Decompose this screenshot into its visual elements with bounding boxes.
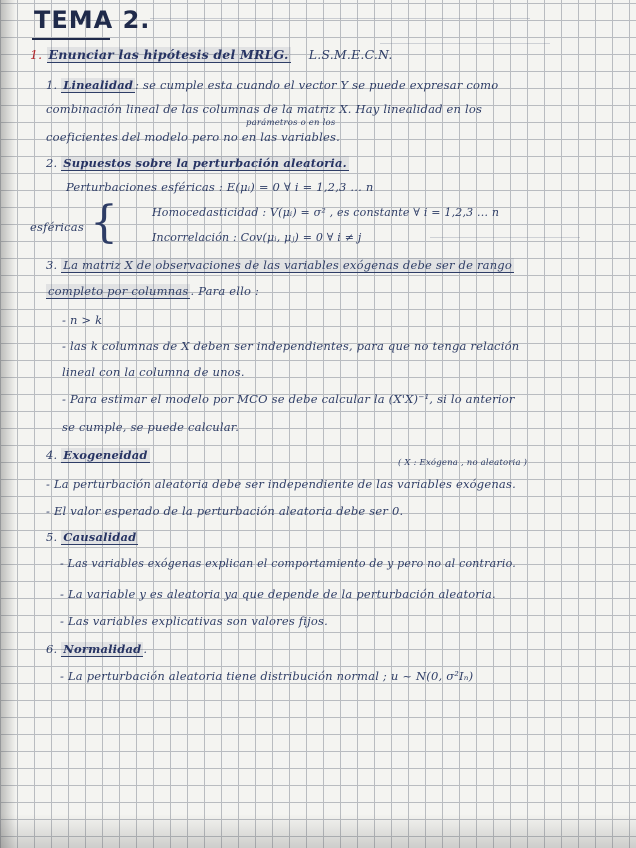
exogeneidad-note: ( X : Exógena , no aleatoria )	[398, 458, 528, 468]
causalidad-number: 5.	[46, 530, 58, 544]
esfericas-label: esféricas	[30, 220, 84, 234]
section-1-heading	[30, 47, 393, 62]
supuestos-line-2: Homocedasticidad : V(μᵢ) = σ² , es constante ∀ i = 1,2,3 ... n	[152, 206, 500, 219]
matriz-item-2: - las k columnas de X deben ser independientes, para que no tenga relación	[62, 339, 520, 353]
matriz-line-2	[46, 284, 259, 298]
linealidad-text-1: : se cumple esta cuando el vector Y se puede expresar como	[135, 78, 499, 92]
supuestos-number: 2.	[46, 156, 58, 170]
exogeneidad-heading	[46, 448, 150, 462]
section-1-number: 1.	[30, 47, 43, 62]
linealidad-line-1	[46, 78, 498, 92]
linealidad-line-2: combinación lineal de las columnas de la matriz X. Hay linealidad en los	[46, 102, 483, 116]
exogeneidad-number: 4.	[46, 448, 58, 462]
matriz-item-2b: lineal con la columna de unos.	[62, 365, 245, 379]
causalidad-heading	[46, 530, 138, 544]
linealidad-number: 1.	[46, 78, 58, 92]
matriz-item-1: - n > k	[62, 313, 103, 327]
page-shadow-left	[0, 0, 16, 848]
matriz-number: 3.	[46, 258, 58, 272]
matriz-item-3b: se cumple, se puede calcular.	[62, 420, 240, 434]
bleed-through-stroke	[380, 43, 550, 44]
section-1-acronym: L.S.M.E.C.N.	[308, 47, 393, 62]
matriz-text-2: . Para ello :	[190, 284, 260, 298]
linealidad-note: parámetros o en los	[246, 118, 336, 128]
page-shadow-bottom	[0, 814, 636, 848]
exogeneidad-item-1: - La perturbación aleatoria debe ser independiente de las variables exógenas.	[46, 477, 516, 491]
supuestos-heading	[46, 156, 349, 170]
matriz-item-3: - Para estimar el modelo por MCO se debe calcular la (X'X)⁻¹, si lo anterior	[62, 392, 515, 406]
normalidad-label: Normalidad	[63, 642, 142, 656]
causalidad-item-3: - Las variables explicativas son valores fijos.	[60, 614, 328, 628]
causalidad-item-2: - La variable y es aleatoria ya que depende de la perturbación aleatoria.	[60, 587, 496, 601]
section-1-title: Enunciar las hipótesis del MRLG.	[48, 47, 289, 62]
normalidad-tail: .	[143, 642, 148, 656]
bleed-through-stroke	[430, 237, 580, 238]
supuestos-line-1: Perturbaciones esféricas : E(μᵢ) = 0 ∀ i = 1,2,3 ... n	[66, 180, 374, 194]
exogeneidad-label: Exogeneidad	[63, 448, 148, 462]
page-title: TEMA 2.	[34, 6, 151, 34]
normalidad-heading	[46, 642, 147, 656]
supuestos-line-3: Incorrelación : Cov(μᵢ, μⱼ) = 0 ∀ i ≠ j	[152, 231, 362, 244]
exogeneidad-item-2: - El valor esperado de la perturbación aleatoria debe ser 0.	[46, 504, 404, 518]
normalidad-number: 6.	[46, 642, 58, 656]
bleed-through-stroke	[150, 18, 530, 19]
matriz-text-1: La matriz X de observaciones de las variables exógenas debe ser de rango	[63, 258, 512, 272]
normalidad-item-1: - La perturbación aleatoria tiene distribución normal ; u ~ N(0, σ²Iₙ)	[60, 669, 474, 683]
brace-symbol: {	[90, 197, 118, 248]
causalidad-item-1: - Las variables exógenas explican el comportamiento de y pero no al contrario.	[60, 557, 516, 570]
linealidad-line-3: coeficientes del modelo pero no en las variables.	[46, 130, 340, 144]
matriz-label: completo por columnas	[48, 284, 189, 298]
causalidad-label: Causalidad	[63, 530, 137, 544]
supuestos-label: Supuestos sobre la perturbación aleatoria.	[63, 156, 347, 170]
matriz-line-1	[46, 258, 514, 272]
title-underline	[32, 38, 110, 40]
linealidad-label: Linealidad	[63, 78, 134, 92]
